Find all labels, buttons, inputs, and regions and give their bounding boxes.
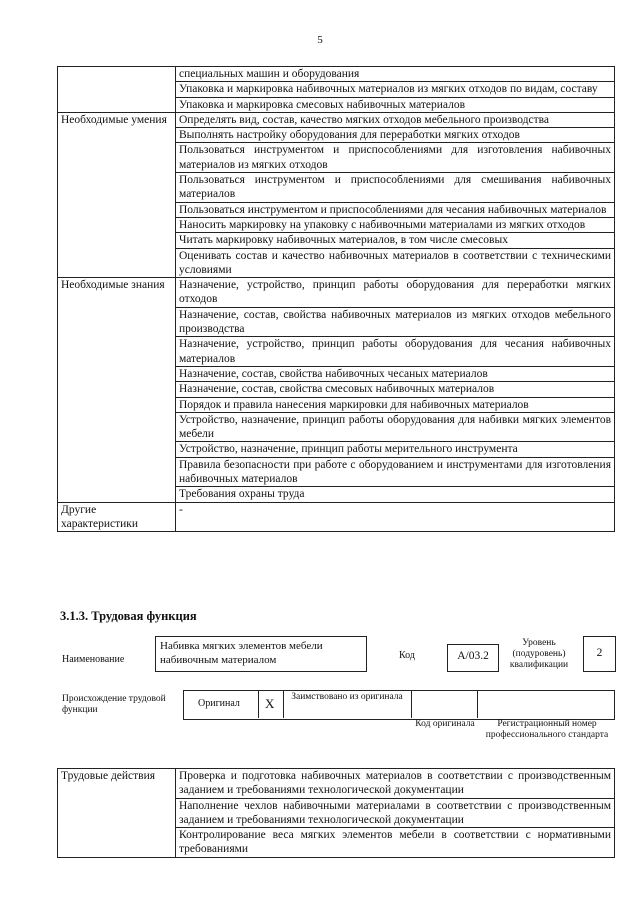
code-value-box: [447, 644, 499, 672]
row-label-other: Другие характеристики: [58, 502, 176, 532]
origin-divider: [477, 690, 478, 718]
table-cell: -: [176, 502, 615, 532]
table-cell: Проверка и подготовка набивочных материалов в соответствии с производственным заданием и требованиями технологической документации: [176, 769, 615, 799]
table-cell: Выполнять настройку оборудования для переработки мягких отходов: [176, 128, 615, 143]
original-label: Оригинал: [198, 698, 240, 709]
origin-divider: [283, 690, 284, 718]
table-cell: Назначение, устройство, принцип работы оборудования для чесания набивочных материалов: [176, 337, 615, 367]
level-value-box: [583, 636, 616, 672]
original-mark: X: [265, 696, 275, 711]
table-cell: Определять вид, состав, качество мягких отходов мебельного производства: [176, 112, 615, 127]
origin-label: Происхождение трудовой функции: [62, 694, 166, 715]
level-label: Уровень (подуровень) квалификации: [509, 638, 569, 670]
name-value: Набивка мягких элементов мебели набивочным материалом: [160, 640, 323, 666]
table-cell: Упаковка и маркировка набивочных материалов из мягких отходов по видам, составу: [176, 82, 615, 97]
section-title: 3.1.3. Трудовая функция: [60, 609, 197, 623]
skills-knowledge-table: [57, 66, 615, 532]
row-label-knowledge: Необходимые знания: [58, 278, 176, 502]
table-cell: Пользоваться инструментом и приспособлениями для изготовления набивочных материалов из мягких отходов: [176, 143, 615, 173]
row-label-skills: Необходимые умения: [58, 112, 176, 277]
row-label: [58, 67, 176, 113]
table-row: [58, 278, 615, 308]
page-number: 5: [317, 34, 323, 46]
code-label: Код: [399, 650, 415, 661]
borrowed-label: Заимствовано из оригинала: [291, 692, 403, 702]
reg-number-label: Регистрационный номер профессионального стандарта: [485, 719, 609, 740]
table-cell: Читать маркировку набивочных материалов, в том числе смесовых: [176, 233, 615, 248]
table-row: [58, 502, 615, 532]
table-cell: Наносить маркировку на упаковку с набивочными материалами из мягких отходов: [176, 217, 615, 232]
labor-actions-table: [57, 768, 615, 858]
table-cell: Наполнение чехлов набивочными материалами в соответствии с производственным заданием и требованиями технологической документации: [176, 798, 615, 828]
origin-divider: [258, 690, 259, 718]
table-cell: специальных машин и оборудования: [176, 67, 615, 82]
table-cell: Оценивать состав и качество набивочных материалов в соответствии с техническими условиями: [176, 248, 615, 278]
table-cell: Контролирование веса мягких элементов мебели в соответствии с нормативными требованиями: [176, 828, 615, 858]
origin-divider: [411, 690, 412, 718]
table-cell: Назначение, состав, свойства набивочных чесаных материалов: [176, 366, 615, 381]
table-row: [58, 769, 615, 799]
table-cell: Назначение, устройство, принцип работы оборудования для переработки мягких отходов: [176, 278, 615, 308]
table-row: [58, 112, 615, 127]
table-cell: Устройство, назначение, принцип работы мерительного инструмента: [176, 442, 615, 457]
table-cell: Пользоваться инструментом и приспособлениями для чесания набивочных материалов: [176, 202, 615, 217]
name-value-box: [155, 636, 367, 672]
table-cell: Упаковка и маркировка смесовых набивочных материалов: [176, 97, 615, 112]
code-value: A/03.2: [457, 650, 489, 662]
table-cell: Устройство, назначение, принцип работы оборудования для набивки мягких элементов мебели: [176, 412, 615, 442]
code-original-label: Код оригинала: [415, 719, 475, 729]
name-label: Наименование: [62, 654, 125, 665]
level-value: 2: [596, 647, 603, 659]
table-cell: Требования охраны труда: [176, 487, 615, 502]
table-cell: Порядок и правила нанесения маркировки для набивочных материалов: [176, 397, 615, 412]
table-row: [58, 67, 615, 82]
table-cell: Пользоваться инструментом и приспособлениями для смешивания набивочных материалов: [176, 173, 615, 203]
table-cell: Назначение, состав, свойства смесовых набивочных материалов: [176, 382, 615, 397]
row-label-actions: Трудовые действия: [58, 769, 176, 858]
table-cell: Назначение, состав, свойства набивочных материалов из мягких отходов мебельного производства: [176, 307, 615, 337]
table-cell: Правила безопасности при работе с оборудованием и инструментами для изготовления набивочных материалов: [176, 457, 615, 487]
